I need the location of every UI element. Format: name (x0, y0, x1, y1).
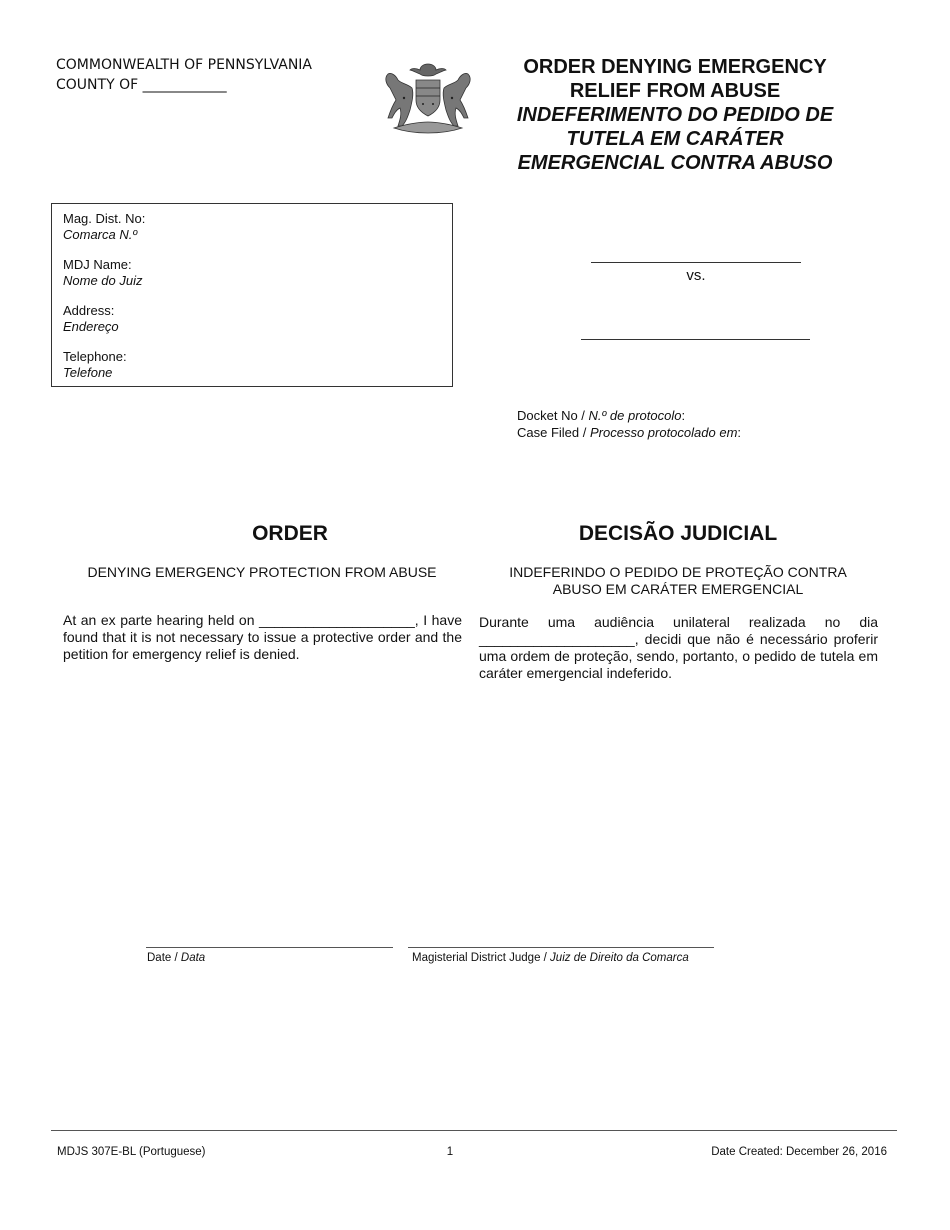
order-body-en: At an ex parte hearing held on ____________________, I have found that it is not necessary to issue a protective order and the petition for emergency relief is denied. (63, 612, 462, 662)
mdj-name-field (63, 257, 441, 289)
title-en-line1: ORDER DENYING EMERGENCY (523, 56, 827, 78)
mag-dist-label: Mag. Dist. No: (63, 211, 146, 226)
court-info-box (51, 203, 453, 387)
telephone-label: Telephone: (63, 349, 127, 364)
order-subheading-pt-line2: ABUSO EM CARÁTER EMERGENCIAL (552, 581, 804, 597)
title-pt-line1: INDEFERIMENTO DO PEDIDO DE (516, 104, 834, 126)
docket-no-row (517, 407, 741, 424)
case-filed-row (517, 424, 741, 441)
order-subheading-pt (478, 564, 878, 598)
mag-dist-field (63, 211, 441, 243)
address-field (63, 303, 441, 335)
case-filed-colon: : (737, 425, 742, 440)
footer-divider (51, 1130, 897, 1131)
mdj-name-label-pt: Nome do Juiz (63, 273, 143, 288)
order-body-pt: Durante uma audiência unilateral realizada no dia ____________________, decidi que não é necessário proferir uma ordem de proteção, sendo, portanto, o pedido de tutela em caráter emergencial indeferido. (479, 614, 878, 681)
order-heading-pt: DECISÃO JUDICIAL (578, 522, 778, 545)
judge-label-en: Magisterial District Judge / (412, 952, 551, 964)
commonwealth-name: COMMONWEALTH OF PENNSYLVANIA (56, 57, 313, 73)
versus-text: vs. (686, 267, 706, 284)
page-number: 1 (446, 1146, 454, 1158)
mag-dist-label-pt: Comarca N.º (63, 227, 138, 242)
form-id: MDJS 307E-BL (Portuguese) (57, 1146, 206, 1158)
docket-no-label-pt: N.º de protocolo (588, 408, 682, 423)
pennsylvania-seal-icon (376, 58, 480, 136)
case-filed-label: Case Filed / (517, 425, 590, 440)
county-field: COUNTY OF ____________ (56, 77, 227, 93)
judge-label-pt: Juiz de Direito da Comarca (550, 952, 689, 964)
title-pt-line2: TUTELA EM CARÁTER (566, 128, 784, 150)
order-heading-en: ORDER (252, 522, 328, 545)
docket-info (517, 407, 741, 441)
mdj-name-label: MDJ Name: (63, 257, 132, 272)
order-subheading-pt-line1: INDEFERINDO O PEDIDO DE PROTEÇÃO CONTRA (509, 564, 847, 580)
date-label-pt: Data (180, 952, 206, 964)
title-pt-line3: EMERGENCIAL CONTRA ABUSO (517, 152, 833, 174)
date-signature-line (146, 947, 393, 948)
address-label: Address: (63, 303, 115, 318)
date-label-en: Date / (147, 952, 181, 964)
commonwealth-header (56, 55, 312, 95)
date-created: Date Created: December 26, 2016 (711, 1146, 887, 1158)
order-subheading-en: DENYING EMERGENCY PROTECTION FROM ABUSE (87, 564, 437, 580)
address-label-pt: Endereço (63, 319, 119, 334)
docket-no-label: Docket No / (517, 408, 589, 423)
plaintiff-line (591, 262, 801, 263)
telephone-field (63, 349, 441, 381)
defendant-line (581, 339, 810, 340)
title-en-line2: RELIEF FROM ABUSE (569, 80, 781, 102)
document-title (500, 55, 850, 175)
telephone-label-pt: Telefone (63, 365, 113, 380)
docket-colon: : (681, 408, 686, 423)
judge-signature-line (408, 947, 714, 948)
case-filed-label-pt: Processo protocolado em (589, 425, 738, 440)
date-signature-label (147, 952, 205, 964)
judge-signature-label (412, 952, 689, 964)
